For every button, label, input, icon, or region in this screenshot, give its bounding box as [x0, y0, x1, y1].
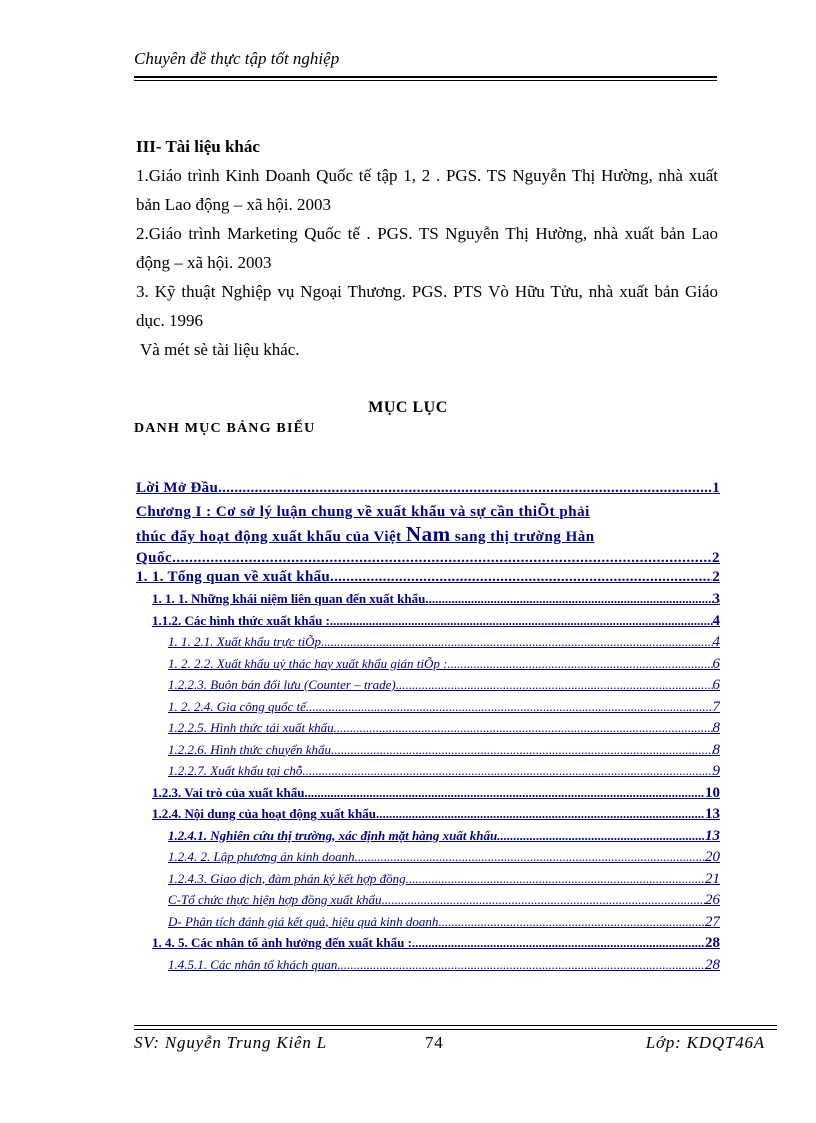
toc-entry-page: 7: [712, 698, 720, 715]
toc-entry-intro[interactable]: [136, 480, 720, 502]
references-heading: III- Tài liệu khác: [136, 137, 260, 156]
toc-entry-page: 4: [712, 634, 720, 650]
toc-entry-page: 28: [705, 956, 720, 973]
footer-rule-bottom: [134, 1029, 777, 1030]
toc-entry-page: 13: [705, 827, 720, 844]
toc-chapter-text: Quốc: [136, 550, 173, 566]
header-rule-thin: [134, 80, 717, 81]
toc-leader: [334, 569, 712, 586]
footer-student: SV: Nguyễn Trung Kiên L: [134, 1033, 327, 1052]
toc-entry[interactable]: [136, 677, 720, 699]
toc-entry-page: 9: [712, 763, 720, 779]
toc-entry-text: 1. 4. 5. Các nhân tố ảnh hưởng đến xuất khẩu :: [152, 935, 412, 950]
toc-entry-page: 1: [712, 480, 720, 496]
header-rule-thick: [134, 76, 717, 78]
toc-chapter-text-large: Nam: [405, 522, 451, 546]
toc-entry-text: C-Tổ chức thực hiện hợp đồng xuất khẩu: [168, 892, 382, 907]
toc-entry-text: 1.2.2.6. Hình thức chuyển khẩu: [168, 741, 332, 757]
toc-chapter-line-2: [136, 523, 720, 548]
toc-leader: [355, 849, 705, 865]
toc-entry-text: 1. 1. 2.1. Xuất khẩu trực tiÕp: [168, 634, 321, 649]
toc-entry-text: 1.2.4. Nội dung của hoạt động xuất khẩu: [152, 806, 376, 821]
toc-entry[interactable]: [136, 569, 720, 591]
toc-leader: [330, 613, 713, 629]
toc-entry-page: 2: [712, 569, 720, 585]
reference-item: 1.Giáo trình Kinh Doanh Quốc tế tập 1, 2 . PGS. TS Nguyễn Thị Hường, nhà xuất bản Lao động – xã hội. 2003: [136, 166, 718, 214]
toc-entry[interactable]: [136, 699, 720, 721]
footer-class: Lớp: KDQT46A: [645, 1033, 765, 1052]
table-of-contents: [136, 480, 720, 978]
references-section: [136, 132, 718, 364]
toc-chapter-text: thúc đẩy hoạt động xuất khẩu của Việt: [136, 529, 406, 545]
toc-entry-text: 1.2.2.5. Hình thức tái xuất khẩu: [168, 720, 334, 735]
toc-entry[interactable]: [136, 613, 720, 635]
toc-entry-page: 8: [712, 741, 720, 758]
toc-entry-page: 3: [712, 591, 720, 607]
toc-entry-text: 1.2.4. 2. Lập phương án kinh doanh: [168, 849, 355, 864]
toc-chapter-line-3: [136, 548, 720, 569]
reference-item: 3. Kỹ thuật Nghiệp vụ Ngoại Thương. PGS. PTS Vò Hữu Tửu, nhà xuất bản Giáo dục. 1996: [136, 282, 718, 330]
toc-entry-text: 1. 2. 2.2. Xuất khẩu uỷ thác hay xuất khẩu gián tiÕp :: [168, 655, 448, 671]
toc-entry-page: 28: [705, 935, 720, 951]
toc-leader: [218, 480, 712, 497]
toc-entry-chapter-1[interactable]: [136, 502, 720, 569]
toc-chapter-text: sang thị trường Hàn: [450, 529, 595, 545]
toc-entry[interactable]: [136, 656, 720, 678]
toc-entry-page: 2: [712, 550, 720, 566]
toc-entry-text: 1.2.2.3. Buôn bán đối lưu (Counter – trade): [168, 677, 396, 692]
toc-entry[interactable]: [136, 742, 720, 764]
toc-leader: [406, 871, 705, 887]
toc-leader: [302, 763, 712, 779]
reference-item: 2.Giáo trình Marketing Quốc tế . PGS. TS Nguyễn Thị Hường, nhà xuất bản Lao động – xã hội. 2003: [136, 224, 718, 272]
toc-entry-text: 1. 1. Tổng quan về xuất khẩu.: [136, 569, 335, 585]
toc-entry-page: 8: [712, 720, 720, 736]
toc-entry[interactable]: [136, 806, 720, 828]
toc-entry[interactable]: [136, 828, 720, 850]
toc-entry[interactable]: [136, 871, 720, 893]
toc-entry-text: 1. 2. 2.4. Gia công quốc tế: [168, 698, 306, 714]
footer-rule-top: [134, 1025, 777, 1026]
toc-entry-page: 20: [705, 849, 720, 865]
toc-entry-page: 6: [712, 677, 720, 693]
toc-entry-text: D- Phân tích đánh giá kết quả, hiệu quả kinh doanh: [168, 913, 439, 929]
list-of-tables-title: DANH MỤC BẢNG BIỂU: [134, 421, 316, 436]
toc-entry-page: 4: [712, 612, 720, 629]
toc-entry[interactable]: [136, 634, 720, 656]
toc-entry-page: 21: [705, 870, 720, 887]
toc-entry[interactable]: [136, 720, 720, 742]
toc-entry-list: [136, 569, 720, 978]
toc-leader: [429, 591, 713, 607]
toc-entry-page: 26: [705, 892, 720, 908]
toc-entry[interactable]: [136, 849, 720, 871]
toc-entry[interactable]: [136, 892, 720, 914]
toc-leader: [412, 935, 705, 951]
footer-page-number: 74: [425, 1033, 444, 1052]
toc-chapter-line-1: Chương I : Cơ sở lý luận chung về xuất khẩu và sự cần thiÕt phải: [136, 504, 590, 520]
toc-leader: [438, 914, 705, 930]
page-header-title: Chuyên đề thực tập tốt nghiệp: [134, 49, 340, 68]
toc-entry-text: 1.2.4.1. Nghiên cứu thị trường, xác định mặt hàng xuất khẩu: [168, 827, 498, 843]
toc-entry[interactable]: [136, 914, 720, 936]
toc-entry[interactable]: [136, 591, 720, 613]
toc-entry-text: 1.2.2.7. Xuất khẩu tại chỗ: [168, 763, 303, 778]
toc-leader: [331, 742, 712, 758]
toc-entry[interactable]: [136, 763, 720, 785]
references-closing: Và mét sè tài liệu khác.: [140, 340, 300, 359]
toc-leader: [304, 785, 705, 801]
toc-leader: [497, 828, 705, 844]
toc-leader: [321, 634, 713, 650]
toc-title: MỤC LỤC: [368, 399, 448, 416]
toc-leader: [341, 957, 705, 973]
toc-entry-page: 13: [705, 806, 720, 822]
toc-leader: [382, 892, 705, 908]
toc-entry[interactable]: [136, 785, 720, 807]
toc-entry-text: 1. 1. 1. Những khái niệm liên quan đến xuất khẩu.: [152, 591, 429, 606]
toc-entry[interactable]: [136, 935, 720, 957]
toc-leader: [306, 699, 713, 715]
toc-entry-page: 27: [705, 913, 720, 930]
toc-leader: [396, 677, 713, 693]
toc-leader: [376, 806, 705, 822]
toc-entry-page: 6: [712, 655, 720, 672]
toc-entry-text: Lời Mở Đầu: [136, 480, 219, 496]
toc-entry-text: 1.4.5.1. Các nhân tố khách quan.: [168, 956, 341, 972]
toc-leader: [172, 548, 712, 569]
toc-entry-page: 10: [705, 784, 720, 801]
toc-leader: [334, 720, 713, 736]
toc-entry-text: 1.1.2. Các hình thức xuất khẩu :: [152, 612, 330, 628]
toc-entry[interactable]: [136, 957, 720, 979]
toc-entry-text: 1.2.3. Vai trò của xuất khẩu: [152, 784, 305, 800]
toc-leader: [447, 656, 712, 672]
toc-entry-text: 1.2.4.3. Giao dịch, đàm phán ký kết hợp đồng: [168, 870, 406, 886]
